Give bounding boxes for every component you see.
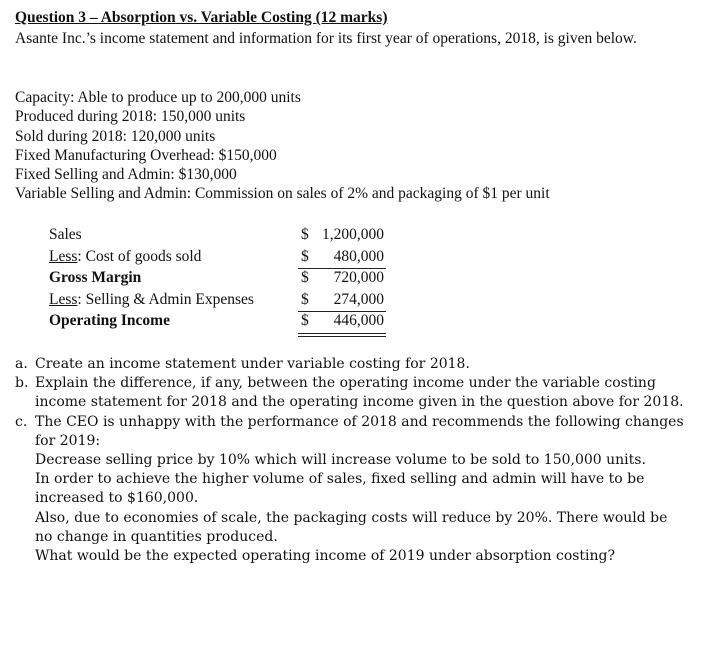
question-title: Question 3 – Absorption vs. Variable Costing (12 marks) (15, 9, 388, 26)
currency-symbol: $ (301, 269, 309, 286)
row-label: Less: Selling & Admin Expenses (49, 290, 254, 308)
amount-value: 720,000 (333, 269, 384, 286)
part-letter: a. (15, 356, 28, 372)
row-amount (298, 226, 386, 246)
row-label: Less: Cost of goods sold (49, 247, 202, 265)
currency-symbol: $ (301, 226, 309, 243)
currency-symbol: $ (301, 312, 309, 329)
fact-fixed-mfg-overhead: Fixed Manufacturing Overhead: $150,000 (15, 146, 277, 164)
row-amount (298, 269, 386, 289)
row-label: Sales (49, 226, 82, 243)
statement-row-cogs (49, 248, 409, 270)
change-price-volume: Decrease selling price by 10% which will increase volume to be sold to 150,000 units. (35, 452, 646, 469)
part-text: The CEO is unhappy with the performance of 2018 and recommends the following changes for 2019: (35, 413, 684, 449)
income-statement (49, 226, 409, 334)
amount-value: 274,000 (333, 290, 384, 308)
part-text: Explain the difference, if any, between the operating income under the variable costing income statement for 2018 and the operating income given in the question above for 2018. (35, 375, 684, 411)
amount-value: 480,000 (333, 247, 384, 265)
fact-capacity: Capacity: Able to produce up to 200,000 units (15, 89, 301, 106)
row-amount (298, 312, 386, 332)
row-amount (298, 291, 386, 312)
statement-row-selling-admin (49, 291, 409, 313)
fact-produced: Produced during 2018: 150,000 units (15, 108, 246, 126)
change-fixed-selling-admin: In order to achieve the higher volume of sales, fixed selling and admin will have to be increased to $160,000. (35, 471, 645, 507)
currency-symbol: $ (301, 290, 309, 308)
row-label: Operating Income (49, 312, 170, 329)
statement-row-sales (49, 226, 409, 248)
statement-row-gross-margin (49, 269, 409, 291)
question-parts (15, 355, 685, 566)
currency-symbol: $ (301, 247, 309, 265)
row-label: Gross Margin (49, 269, 142, 286)
part-letter: b. (15, 375, 29, 392)
row-amount (298, 248, 386, 269)
question-intro: Asante Inc.’s income statement and information for its first year of operations, 2018, is given below. (15, 30, 637, 47)
fact-fixed-selling-admin: Fixed Selling and Admin: $130,000 (15, 166, 237, 184)
question-prompt: What would be the expected operating income of 2019 under absorption costing? (35, 548, 616, 565)
part-a (15, 355, 685, 374)
fact-variable-selling-admin: Variable Selling and Admin: Commission on sales of 2% and packaging of $1 per unit (15, 185, 550, 203)
fact-sold: Sold during 2018: 120,000 units (15, 127, 216, 145)
statement-row-operating-income (49, 312, 409, 334)
change-packaging-costs: Also, due to economies of scale, the packaging costs will reduce by 20%. There would be no change in quantities produced. (35, 509, 668, 545)
part-c (15, 413, 685, 567)
amount-value: 1,200,000 (322, 226, 384, 243)
amount-value: 446,000 (333, 312, 384, 329)
part-letter: c. (15, 413, 28, 430)
part-b (15, 374, 685, 412)
part-text: Create an income statement under variable costing for 2018. (35, 356, 470, 372)
facts-list (15, 88, 550, 204)
